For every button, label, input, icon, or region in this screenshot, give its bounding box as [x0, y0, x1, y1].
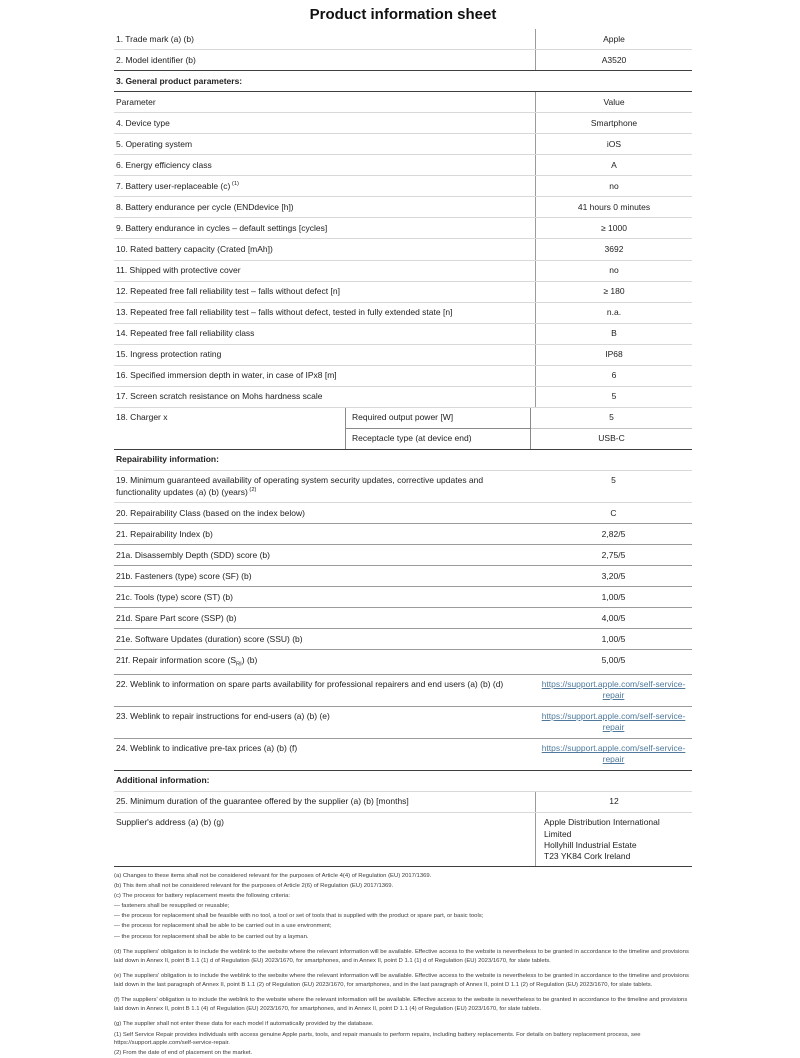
row-value: Smartphone [535, 113, 692, 133]
row-label: 7. Battery user-replaceable (c) $^{(1)}$ [116, 180, 239, 191]
table-row [114, 175, 692, 196]
weblink[interactable]: https://support.apple.com/self-service-repair [541, 743, 686, 765]
charger-subtable-values [531, 408, 692, 449]
row-value: B [535, 324, 692, 344]
row-value: 1,00/5 [601, 633, 626, 644]
row-label: Supplier's address (a) (b) (g) [116, 817, 224, 828]
footnote: (g) The supplier shall not enter these data for each model if automatically provided by the database. [114, 1021, 374, 1028]
row-value: 6 [535, 366, 692, 386]
table-row [114, 29, 692, 49]
address-line: Hollyhill Industrial Estate [544, 839, 637, 850]
row-label: 16. Specified immersion depth in water, in case of IPx8 [m] [116, 370, 337, 381]
footnote: — the process for replacement shall be able to be carried out by a layman. [114, 933, 309, 940]
charger-sub-value: USB-C [531, 428, 692, 449]
table-row [114, 470, 692, 502]
row-value: iOS [535, 134, 692, 154]
section-header-row [114, 70, 692, 91]
footnote: (e) The suppliers' obligation is to include the weblink to the website where the relevant information will be available. Effective access to the website is nevertheless to be granted in accordance to the timeline and provisions laid down in the last paragraph of Annex II, point B 1.1 (2) of Regulation (EU) 2023/1670, for smartphones, and in the last paragraph of Annex II, point D 1.1 (2) of Regulation (EU) 2023/1670, for slate tablets. [114, 973, 689, 988]
row-value: no [535, 176, 692, 196]
row-label: 4. Device type [116, 117, 170, 128]
charger-sub-label: Receptacle type (at device end) [346, 428, 530, 449]
row-value: 5,00/5 [601, 654, 626, 665]
row-label: 2. Model identifier (b) [116, 54, 196, 65]
table-row [114, 133, 692, 154]
row-value: 12 [535, 792, 692, 812]
footnote: (c) The process for battery replacement meets the following criteria: [114, 893, 291, 900]
table-row [114, 112, 692, 133]
row-label: 24. Weblink to indicative pre-tax prices (a) (b) (f) [116, 743, 298, 754]
footnote: (a) Changes to these items shall not be considered relevant for the purposes of Article 4(4) of Regulation (EU) 2017/1369. [114, 873, 432, 880]
charger-sub-label: Required output power [W] [352, 412, 454, 423]
row-value [535, 739, 692, 770]
table-row [114, 154, 692, 175]
row-label: 15. Ingress protection rating [116, 349, 222, 360]
row-value: n.a. [535, 303, 692, 323]
row-label: 10. Rated battery capacity (Crated [mAh]) [116, 243, 273, 254]
row-label: 11. Shipped with protective cover [116, 265, 241, 276]
table-row [114, 812, 692, 866]
row-label: 13. Repeated free fall reliability test – falls without defect, tested in fully extended state [n] [116, 307, 453, 318]
footnote: — the process for replacement shall be feasible with no tool, a tool or set of tools that is supplied with the product or spare part, or basic tools; [114, 913, 484, 920]
row-label: 5. Operating system [116, 138, 193, 149]
table-row [114, 586, 692, 607]
row-value: 5 [611, 475, 616, 486]
table-row [114, 49, 692, 70]
section-header: Additional information: [116, 775, 210, 786]
row-label: 21. Repairability Index (b) [116, 528, 213, 539]
footnote: (d) The suppliers' obligation is to include the weblink to the website where the relevant information will be available. Effective access to the website is nevertheless to be granted in accordance to the timeline and provisions laid down in Annex II, point B 1.1 (1) d of Regulation (EU) 2023/1670, for smartphones, and in Annex II, point D 1.1 (1) d of Regulation (EU) 2023/1670, for slate tablets. [114, 949, 689, 964]
section-header-row [114, 770, 692, 791]
row-label: 12. Repeated free fall reliability test – falls without defect [n] [116, 286, 340, 297]
row-label: Parameter [116, 96, 156, 107]
table-row [114, 365, 692, 386]
row-value [535, 675, 692, 706]
row-value: A [535, 155, 692, 175]
row-value: 3692 [535, 239, 692, 259]
table-row [114, 302, 692, 323]
row-label: 8. Battery endurance per cycle (ENDdevice [h]) [116, 201, 294, 212]
page-title: Product information sheet [309, 6, 497, 23]
row-value: A3520 [535, 50, 692, 70]
section-header: Repairability information: [116, 454, 219, 465]
footnote: (2) From the date of end of placement on the market. [114, 1050, 253, 1057]
row-label: 19. Minimum guaranteed availability of operating system security updates, corrective updates and functionality updates (a) (b) (years) $^{(2)}$ [116, 475, 484, 497]
row-label: 21f. Repair information score $(S_{RI})$ (b) [116, 654, 258, 668]
table-row [114, 565, 692, 586]
document-content [114, 4, 692, 1058]
row-value: 5 [535, 387, 692, 407]
row-label: 20. Repairability Class (based on the index below) [116, 507, 305, 518]
row-value: no [535, 261, 692, 281]
row-value: 3,20/5 [601, 570, 626, 581]
row-value: 4,00/5 [601, 612, 626, 623]
product-parameters-table [114, 29, 692, 867]
row-label: 1. Trade mark (a) (b) [116, 33, 194, 44]
table-row [114, 260, 692, 281]
row-label: 18. Charger x [116, 412, 168, 423]
weblink[interactable]: https://support.apple.com/self-service-repair [541, 679, 686, 701]
section-header-row [114, 449, 692, 470]
row-value: 1,00/5 [601, 591, 626, 602]
footnotes [114, 872, 692, 1058]
address-line: T23 YK84 Cork Ireland [544, 850, 631, 861]
table-row [114, 649, 692, 673]
table-row [114, 674, 692, 706]
row-label: 21c. Tools (type) score (ST) (b) [116, 591, 233, 602]
table-row [114, 196, 692, 217]
table-row [114, 91, 692, 112]
row-value: 41 hours 0 minutes [535, 197, 692, 217]
row-value: 2,82/5 [601, 528, 626, 539]
row-value [535, 813, 692, 866]
table-row [114, 281, 692, 302]
footnote: — the process for replacement shall be able to be carried out in a use environment; [114, 923, 332, 930]
table-row [114, 738, 692, 770]
row-value: Apple [535, 29, 692, 49]
table-row [114, 706, 692, 738]
row-label: 21a. Disassembly Depth (SDD) score (b) [116, 549, 270, 560]
row-label: 23. Weblink to repair instructions for end-users (a) (b) (e) [116, 711, 330, 722]
charger-row [114, 407, 692, 449]
row-label: 17. Screen scratch resistance on Mohs hardness scale [116, 391, 323, 402]
table-row [114, 607, 692, 628]
footnote: (1) Self Service Repair provides individuals with access genuine Apple parts, tools, and repair manuals to perform repairs, including battery replacements. For details on battery replacement process, see https://support.apple.com/self-service-repair. [114, 1031, 641, 1047]
row-label: 22. Weblink to information on spare parts availability for professional repairers and end users (a) (b) (d) [116, 679, 504, 690]
footnote: (b) This item shall not be considered relevant for the purposes of Article 2(6) of Regulation (EU) 2017/1369. [114, 883, 394, 890]
row-value: ≥ 180 [535, 282, 692, 302]
table-row [114, 323, 692, 344]
table-row [114, 344, 692, 365]
row-value: 2,75/5 [601, 549, 626, 560]
table-row [114, 502, 692, 523]
table-row [114, 523, 692, 544]
table-row [114, 386, 692, 407]
row-label: 21d. Spare Part score (SSP) (b) [116, 612, 237, 623]
table-row [114, 217, 692, 238]
table-row [114, 791, 692, 812]
row-label: 21e. Software Updates (duration) score (SSU) (b) [116, 633, 303, 644]
table-row [114, 544, 692, 565]
row-value: ≥ 1000 [535, 218, 692, 238]
row-value: C [610, 507, 617, 518]
row-label: 6. Energy efficiency class [116, 159, 212, 170]
footnote: — fasteners shall be resupplied or reusable; [114, 903, 230, 910]
charger-sub-value: 5 [609, 412, 614, 423]
row-label: 21b. Fasteners (type) score (SF) (b) [116, 570, 252, 581]
row-label: 25. Minimum duration of the guarantee offered by the supplier (a) (b) [months] [116, 796, 409, 807]
row-label: 9. Battery endurance in cycles – default settings [cycles] [116, 222, 328, 233]
row-value: Value [535, 92, 692, 112]
weblink[interactable]: https://support.apple.com/self-service-repair [541, 711, 686, 733]
address-line: Apple Distribution International Limited [544, 817, 660, 839]
row-label: 14. Repeated free fall reliability class [116, 328, 255, 339]
row-value [535, 707, 692, 738]
row-value: IP68 [535, 345, 692, 365]
table-row [114, 628, 692, 649]
section-header: 3. General product parameters: [116, 75, 243, 86]
footnote: (f) The suppliers' obligation is to include the weblink to the website where the relevant information will be available. Effective access to the website is nevertheless to be granted in accordance to the timeline and provisions laid down in Annex II, point B 1.1 (4) of Regulation (EU) 2023/1670, for smartphones, and in Annex II, point D 1.1 (4) of Regulation (EU) 2023/1670, for slate tablets. [114, 997, 688, 1012]
table-row [114, 238, 692, 259]
charger-subtable-labels [345, 408, 531, 449]
